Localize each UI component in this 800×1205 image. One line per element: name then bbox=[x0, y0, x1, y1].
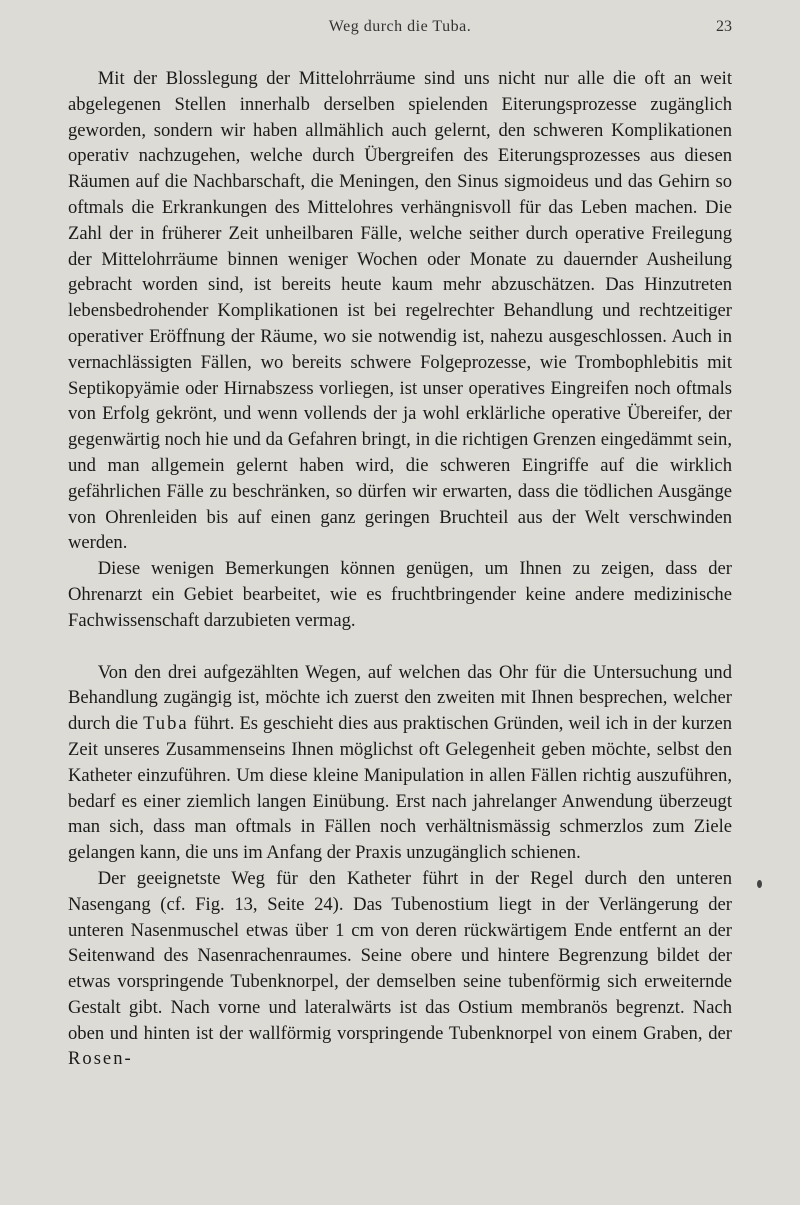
paragraph-4-text-a: Der geeignetste Weg für den Katheter führt in der Regel durch den unteren Nasengang (cf. Fig. 13, Seite 24). Das Tubenostium liegt in der Verlängerung der unteren Nasenmuschel etwas über 1 cm von deren rückwärtigem Ende entfernt an der Seitenwand des Nasenrachenraumes. Seine obere und hintere Begrenzung bildet der etwas vorspringende Tubenknorpel, der demselben seine tubenförmig sich erweiternde Gestalt gibt. Nach vorne und lateralwärts ist das Ostium membranös begrenzt. Nach oben und hinten ist der wallförmig vorspringende Tubenknorpel von einem Graben, der bbox=[68, 867, 732, 1044]
page-header bbox=[68, 18, 732, 42]
margin-ink-spot bbox=[757, 880, 762, 888]
page-number: 23 bbox=[716, 18, 732, 35]
page-body bbox=[68, 66, 732, 1072]
spaced-word-rosen: Rosen- bbox=[68, 1048, 133, 1070]
spaced-word-tuba: Tuba bbox=[143, 713, 189, 735]
paragraph-2: Diese wenigen Bemerkungen können genügen, um Ihnen zu zeigen, dass der Ohrenarzt ein Gebiet bearbeitet, wie es fruchtbringender keine andere medizinische Fachwissenschaft darzubieten vermag. bbox=[68, 558, 732, 631]
paragraph-3 bbox=[68, 660, 732, 866]
section-gap bbox=[68, 634, 732, 660]
running-title: Weg durch die Tuba. bbox=[328, 18, 472, 35]
paragraph-1: Mit der Blosslegung der Mittelohrräume sind uns nicht nur alle die oft an weit abgelegenen Stellen innerhalb derselben spielenden Eiterungsprozesse zugänglich geworden, sondern wir haben allmählich auch gelernt, den schweren Komplikationen operativ nachzugehen, welche durch Übergreifen des Eiterungsprozesses aus diesen Räumen auf die Nachbarschaft, die Meningen, den Sinus sigmoideus und das Gehirn so oftmals die Erkrankungen des Mittelohres verhängnisvoll für das Leben machen. Die Zahl der in früherer Zeit unheilbaren Fälle, welche seither durch operative Freilegung der Mittelohrräume binnen weniger Wochen oder Monate zu dauernder Ausheilung gebracht worden sind, ist bereits heute kaum mehr abzuschätzen. Das Hinzutreten lebensbedrohender Komplikationen ist bei regelrechter Behandlung und rechtzeitiger operativer Eröffnung der Räume, wo sie notwendig ist, nahezu ausgeschlossen. Auch in vernachlässigten Fällen, wo bereits schwere Folgeprozesse, wie Trombophlebitis mit Septikopyämie oder Hirnabszess vorliegen, ist unser operatives Eingreifen noch oftmals von Erfolg gekrönt, und wenn vollends der ja wohl erklärliche operative Übereifer, der gegenwärtig noch hie und da Gefahren bringt, in die richtigen Grenzen eingedämmt sein, und man allgemein gelernt haben wird, die schweren Eingriffe auf die wirklich gefährlichen Fälle zu beschränken, so dürfen wir erwarten, dass die tödlichen Ausgänge von Ohrenleiden bis auf einen ganz geringen Bruchteil aus der Welt verschwinden werden. bbox=[68, 68, 732, 554]
paragraph-3-text-a: Von den drei aufgezählten Wegen, auf welchen das Ohr für die Untersuchung und Behandlung zugängig ist, möchte ich zuerst den zweiten mit Ihnen besprechen, welcher durch die bbox=[68, 661, 732, 735]
paragraph-4 bbox=[68, 866, 732, 1072]
paragraph-3-text-b: führt. Es geschieht dies aus praktischen Gründen, weil ich in der kurzen Zeit unseres Zusammenseins Ihnen möglichst oft Gelegenheit geben möchte, selbst den Katheter einzuführen. Um diese kleine Manipulation in allen Fällen richtig auszuführen, bedarf es einer ziemlich langen Einübung. Erst nach jahrelanger Anwendung überzeugt man sich, dass man oftmals in Fällen noch verhältnismässig schmerzlos zum Ziele gelangen kann, die uns im Anfang der Praxis unzugänglich schienen. bbox=[68, 713, 732, 864]
